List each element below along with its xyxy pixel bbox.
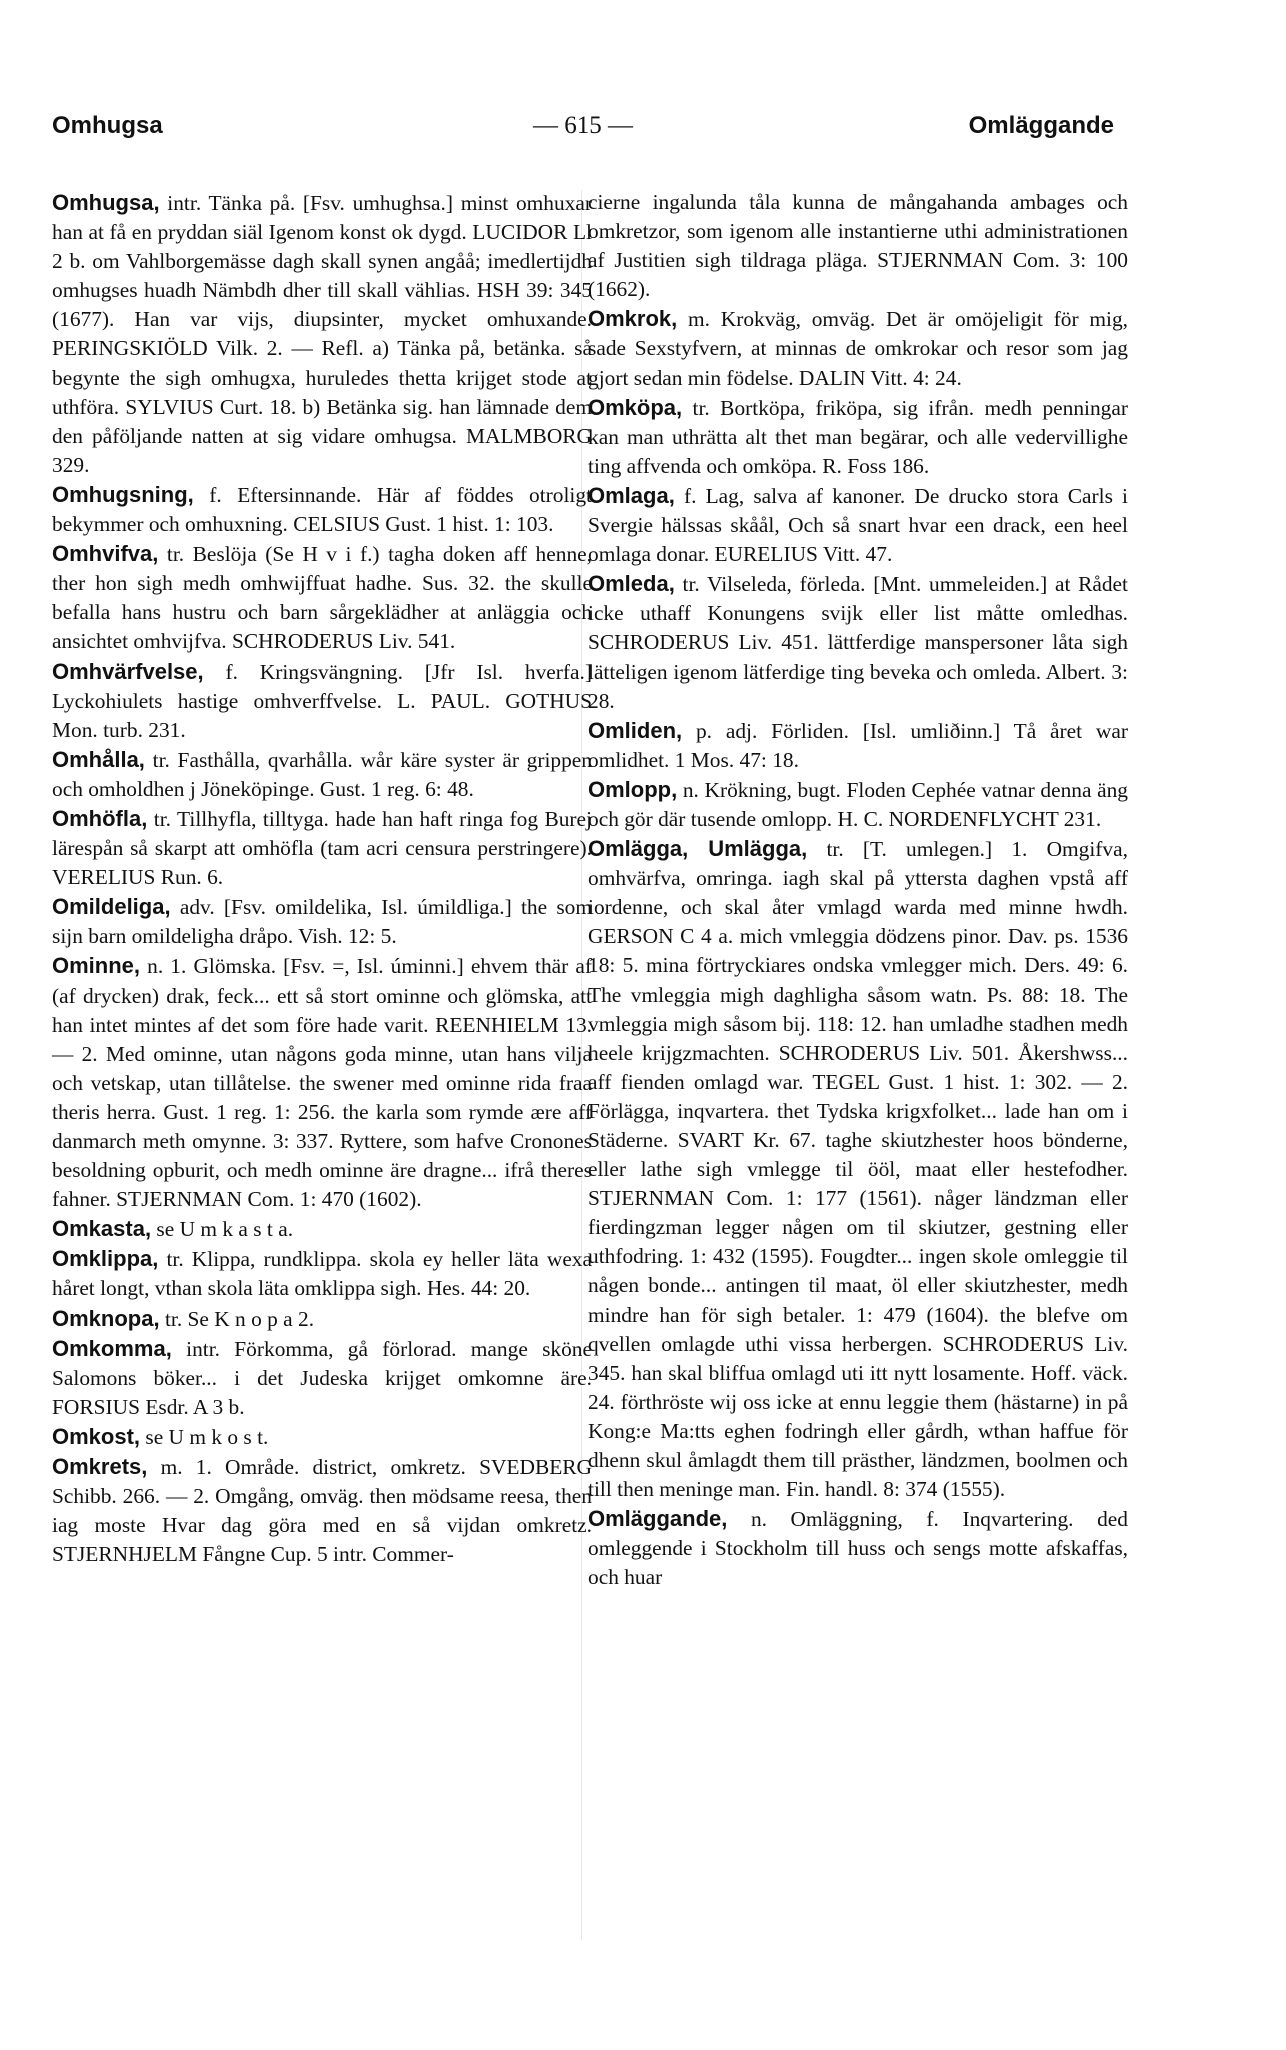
entry-definition: tr. Tillhyfla, tilltyga. hade han haft ringa fog Burej lärespån så skarpt att omhöfla (tam acri censura perstringere). VERELIUS Run. 6. <box>52 806 592 890</box>
dictionary-entry <box>52 1244 592 1303</box>
entry-definition: se U m k a s t a. <box>156 1217 294 1242</box>
entry-headword: Omkasta, <box>52 1216 152 1242</box>
dictionary-entry <box>52 1304 592 1334</box>
entry-definition: adv. [Fsv. omildelika, Isl. úmildliga.] the som sijn barn omildeligha dråpo. Vish. 12: 5. <box>52 895 592 949</box>
entry-headword: Omläggande, <box>588 1506 728 1532</box>
entry-definition: n. Omläggning, f. Inqvartering. ded omleggende i Stockholm till huss och sengs motte afskaffas, och huar <box>588 1507 1128 1590</box>
entry-headword: Omklippa, <box>52 1246 159 1272</box>
dictionary-entry <box>588 188 1128 304</box>
entry-definition: tr. Klippa, rundklippa. skola ey heller läta wexa håret longt, vthan skola läta omklippa sigh. Hes. 44: 20. <box>52 1247 593 1301</box>
entry-definition: n. 1. Glömska. [Fsv. =, Isl. úminni.] ehvem thär af (af drycken) drak, feck... ett så stort ominne och glömska, att han intet mintes af det som före hade varit. REENHIELM 13. — 2. Med ominne, utan någons goda minne, utan hans vilja och vetskap, utan tillåtelse. the swener med ominne rida fraa theris herra. Gust. 1 reg. 1: 256. the karla som rymde ære aff danmarch meth omynne. 3: 337. Ryttere, som hafve Cronones besoldning opburit, och medh ominne äre dragne... ifrå theres fahner. STJERNMAN Com. 1: 470 (1602). <box>52 954 592 1212</box>
entry-headword: Omkrets, <box>52 1454 148 1480</box>
entry-headword: Omkomma, <box>52 1335 172 1361</box>
entry-definition: tr. Beslöja (Se H v i f.) tagha doken aff henne, ther hon sigh medh omhwijffuat hadhe. Sus. 32. the skulle befalla hans hustru och barn sårgeklädher at anläggia och ansichtet omhvijfva. SCHRODERUS Liv. 541. <box>52 542 592 654</box>
entry-headword: Omleda, <box>588 571 675 597</box>
dictionary-entry <box>52 188 592 480</box>
running-header <box>52 112 1114 152</box>
dictionary-entry <box>52 951 592 1214</box>
dictionary-entry <box>588 393 1128 481</box>
entry-definition: m. Krokväg, omväg. Det är omöjeligit för mig, sade Sexstyfvern, at minnas de omkrokar och resor som jag gjort sedan min födelse. DALIN Vitt. 4: 24. <box>588 307 1128 390</box>
entry-headword: Omhöfla, <box>52 805 148 831</box>
entry-headword: Omlaga, <box>588 482 675 508</box>
dictionary-entry <box>52 804 592 892</box>
left-column <box>52 188 592 1569</box>
entry-headword: Omhvifva, <box>52 541 159 567</box>
dictionary-entry <box>52 480 592 539</box>
entry-definition: tr. [T. umlegen.] 1. Omgifva, omhvärfva, omringa. iagh skal på yttersta daghen vpstå aff iordenne, och skal åter vmlagd warda med minne hwdh. GERSON C 4 a. mich vmleggia dödzens pinor. Dav. ps. 1536 18: 5. mina förtryckiares ondska vmlegger mich. Ders. 49: 6. The vmleggia migh daghligha såsom watn. Ps. 88: 18. The vmleggia migh såsom bij. 118: 12. han umladhe stadhen medh heele krijgzmachten. SCHRODERUS Liv. 501. Åkershwss... aff fienden omlagd war. TEGEL Gust. 1 hist. 1: 302. — 2. Förlägga, inqvartera. thet Tydska krigxfolket... lade han om i Städerne. SVART Kr. 67. taghe skiutzhester hoos bönderne, eller lathe sigh vmlegge til ööl, maat eller hestefodher. STJERNMAN Com. 1: 177 (1561). någer ländzman eller fierdingzman legger någen om til skiutzer, gestning eller uthfodring. 1: 432 (1595). Fougdter... ingen skole omleggie til någen bonde... antingen til maat, öl eller skiutzhester, medh mindre han för sigh betaler. 1: 479 (1604). the blefve om qvellen omlagde uthi vissa herbergen. SCHRODERUS Liv. 345. han skal bliffua omlagd uti itt nytt losamente. Hoff. väck. 24. förthröste wij oss icke at ennu leggie them (hästarne) in på Kong:e Ma:tts eghen fodringh eller gårdh, wthan haffue för dhenn skul åmlagdt them till prästher, ländzmen, boolmen och till then meninge man. Fin. handl. 8: 374 (1555). <box>588 837 1128 1502</box>
entry-headword: Omildeliga, <box>52 894 171 920</box>
entry-headword: Omknopa, <box>52 1305 160 1331</box>
entry-definition: tr. Vilseleda, förleda. [Mnt. ummeleiden.] at Rådet icke uthaff Konungens svijk eller list måtte omledhas. SCHRODERUS Liv. 451. lättferdige manspersoner låta sigh lätteligen igenom lätferdige ting beveka och omleda. Albert. 3: 28. <box>588 572 1128 713</box>
entry-definition: f. Lag, salva af kanoner. De drucko stora Carls i Svergie hälssas skåål, Och så snart hvar een drack, een heel omlaga donar. EURELIUS Vitt. 47. <box>588 483 1128 567</box>
dictionary-entry <box>52 1422 592 1452</box>
page-number: — 615 — <box>533 112 633 139</box>
dictionary-entry <box>588 716 1128 775</box>
entry-headword: Omliden, <box>588 717 683 743</box>
right-column <box>588 188 1128 1593</box>
entry-headword: Omlopp, <box>588 776 678 802</box>
dictionary-entry <box>588 569 1128 715</box>
entry-definition: m. 1. Område. district, omkretz. SVEDBERG Schibb. 266. — 2. Omgång, omväg. then mödsame reesa, then iag moste Hvar dag göra med en så vijdan omkretz. STJERNHJELM Fångne Cup. 5 intr. Commer- <box>52 1455 592 1567</box>
entry-definition: se U m k o s t. <box>145 1424 269 1449</box>
entry-definition: tr. Fasthålla, qvarhålla. wår käre syster är grippen och omholdhen j Jöneköpinge. Gust. 1 reg. 6: 48. <box>52 747 592 801</box>
entry-definition: cierne ingalunda tåla kunna de mångahanda ambages och omkretzor, som igenom alle instantierne uthi administrationen af Justitien sigh tildraga pläga. STJERNMAN Com. 3: 100 (1662). <box>588 190 1128 302</box>
dictionary-entry <box>52 892 592 951</box>
entry-headword: Omkrok, <box>588 306 678 332</box>
header-right-guideword: Omläggande <box>968 112 1114 139</box>
entry-headword: Omkost, <box>52 1423 141 1449</box>
entry-headword: Omlägga, Umlägga, <box>588 836 808 862</box>
entry-definition: tr. Bortköpa, friköpa, sig ifrån. medh penningar kan man uthrätta alt thet man begärar, och alle vedervillighe ting affvenda och omköpa. R. Foss 186. <box>588 395 1128 478</box>
entry-definition: p. adj. Förliden. [Isl. umliðinn.] Tå året war omlidhet. 1 Mos. 47: 18. <box>588 718 1128 772</box>
header-left-guideword: Omhugsa <box>52 112 163 139</box>
entry-headword: Omhvärfvelse, <box>52 658 204 684</box>
dictionary-entry <box>52 657 592 745</box>
dictionary-entry <box>52 1452 592 1569</box>
entry-headword: Omköpa, <box>588 394 683 420</box>
entry-headword: Omhugsning, <box>52 481 194 507</box>
dictionary-entry <box>588 1504 1128 1592</box>
entry-definition: n. Krökning, bugt. Floden Cephée vatnar denna äng och gör där tusende omlopp. H. C. NORDENFLYCHT 231. <box>588 777 1128 831</box>
entry-headword: Ominne, <box>52 953 141 979</box>
dictionary-entry <box>588 304 1128 392</box>
dictionary-entry <box>588 775 1128 834</box>
dictionary-entry <box>52 1334 592 1422</box>
entry-definition: intr. Tänka på. [Fsv. umhughsa.] minst omhuxar han at få en pryddan siäl Igenom konst ok dygd. LUCIDOR Ll 2 b. om Vahlborgemässe dagh skall synen angåå; imedlertijdh omhugses huadh Nämbdh dher till skall vählias. HSH 39: 345 (1677). Han var vijs, diupsinter, mycket omhuxande. PERINGSKIÖLD Vilk. 2. — Refl. a) Tänka på, betänka. så begynte the sigh omhugxa, huruledes thetta krijget stode at uthföra. SYLVIUS Curt. 18. b) Betänka sig. han lämnade dem den påföljande natten at sig vidare omhugsa. MALMBORG 329. <box>52 191 592 477</box>
entry-definition: intr. Förkomma, gå förlorad. mange sköne Salomons böker... i det Judeska krijget omkomne äre. FORSIUS Esdr. A 3 b. <box>52 1336 592 1419</box>
entry-definition: f. Eftersinnande. Här af föddes otroligt bekymmer och omhuxning. CELSIUS Gust. 1 hist. 1: 103. <box>52 482 592 537</box>
entry-headword: Omhålla, <box>52 746 145 772</box>
dictionary-entry <box>52 1214 592 1244</box>
dictionary-entry <box>588 481 1128 569</box>
dictionary-entry <box>52 745 592 804</box>
entry-headword: Omhugsa, <box>52 190 160 215</box>
entry-definition: tr. Se K n o p a 2. <box>164 1306 315 1331</box>
entry-definition: f. Kringsvängning. [Jfr Isl. hverfa.] Lyckohiulets hastige omhverffvelse. L. PAUL. GOTHUS Mon. turb. 231. <box>52 659 592 742</box>
dictionary-entry <box>588 834 1128 1504</box>
dictionary-entry <box>52 539 592 656</box>
